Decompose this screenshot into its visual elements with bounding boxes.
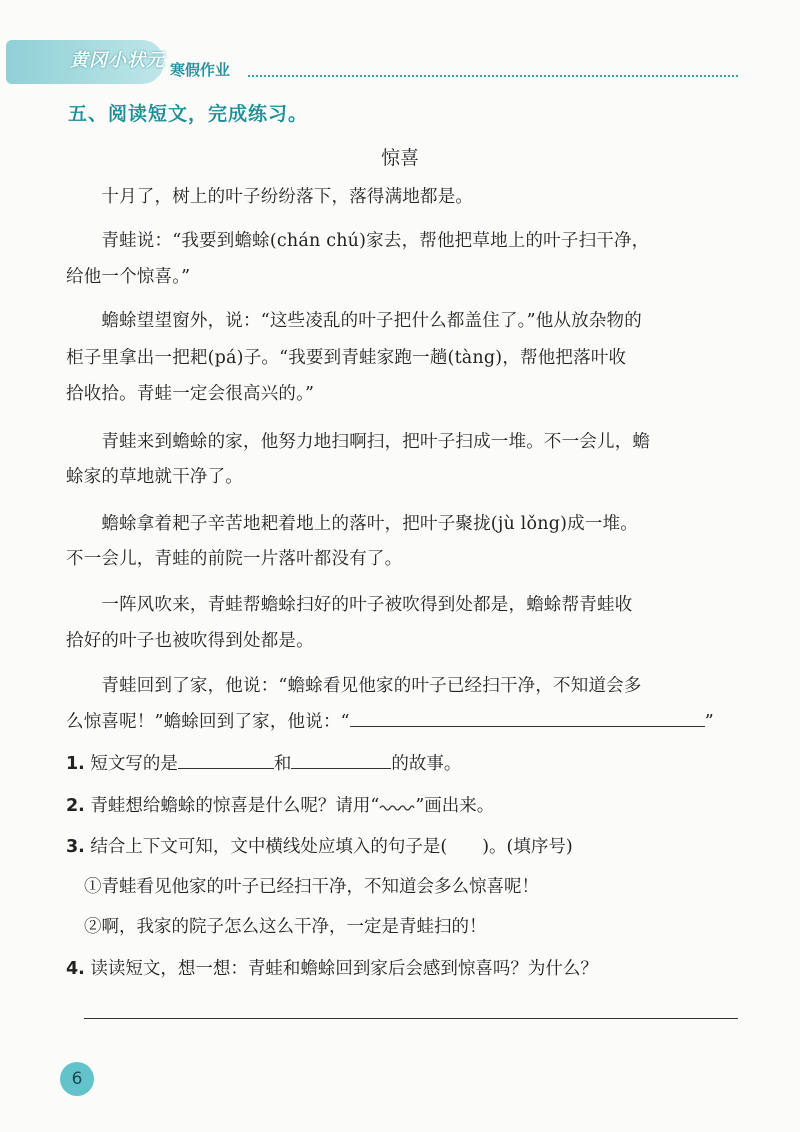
story-line: 青蛙说：“我要到蟾蜍(chán chú)家去，帮他把草地上的叶子扫干净， [66,231,650,251]
story-line: 蟾蜍望望窗外，说：“这些凌乱的叶子把什么都盖住了。”他从放杂物的 [66,311,642,331]
story-line: 青蛙来到蟾蜍的家，他努力地扫啊扫，把叶子扫成一堆。不一会儿，蟾 [66,432,651,452]
wavy-underline-icon [379,802,415,812]
story-line: 柜子里拿出一把耙(pá)子。“我要到青蛙家跑一趟(tàng)，帮他把落叶收 [66,348,627,368]
question-number: 4. [66,959,85,979]
story-line: 蟾蜍拿着耙子辛苦地耙着地上的落叶，把叶子聚拢(jù lǒng)成一堆。 [66,514,638,534]
story-line-last [66,708,714,733]
question-text: ”画出来。 [415,796,495,816]
answer-blank[interactable] [178,754,274,769]
header-divider [248,75,738,77]
story-line: 十月了，树上的叶子纷纷落下，落得满地都是。 [66,187,474,207]
story-line: 拾收拾。青蛙一定会很高兴的。” [66,384,315,404]
answer-blank[interactable] [291,754,391,769]
page-number: 6 [60,1062,94,1096]
question-4 [66,955,598,980]
story-line: 蜍家的草地就干净了。 [66,467,243,487]
story-title: 惊喜 [380,147,419,169]
story-line: 给他一个惊喜。” [66,267,191,287]
story-line: 不一会儿，青蛙的前院一片落叶都没有了。 [66,549,403,569]
question-number: 3. [66,837,85,857]
question-number: 2. [66,796,85,816]
question-2 [66,792,494,817]
story-line-text: 么惊喜呢！”蟾蜍回到了家，他说：“ [66,712,350,732]
question-text: 和 [273,754,292,774]
question-text: 青蛙想给蟾蜍的惊喜是什么呢？请用“ [90,796,380,816]
option-1: ①青蛙看见他家的叶子已经扫干净，不知道会多么惊喜呢！ [84,877,539,897]
story-line: 一阵风吹来，青蛙帮蟾蜍扫好的叶子被吹得到处都是，蟾蜍帮青蛙收 [66,595,633,615]
story-answer-blank[interactable] [350,712,705,727]
option-2: ②啊，我家的院子怎么这么干净，一定是青蛙扫的！ [84,917,487,937]
question-text: 的故事。 [391,754,462,774]
logo-text: 黄冈小状元 [70,50,165,71]
answer-line[interactable] [84,1018,738,1019]
header-subtitle: 寒假作业 [170,61,231,79]
story-line: 拾好的叶子也被吹得到处都是。 [66,631,314,651]
question-text: 结合上下文可知，文中横线处应填入的句子是( )。(填序号) [90,837,573,857]
story-line-end: ” [704,712,714,732]
question-number: 1. [66,754,85,774]
question-3 [66,833,573,858]
question-text: 读读短文，想一想：青蛙和蟾蜍回到家后会感到惊喜吗？为什么？ [90,959,598,979]
section-title: 五、阅读短文，完成练习。 [68,103,309,125]
question-text: 短文写的是 [90,754,178,774]
question-1 [66,750,461,775]
story-line: 青蛙回到了家，他说：“蟾蜍看见他家的叶子已经扫干净，不知道会多 [66,676,642,696]
